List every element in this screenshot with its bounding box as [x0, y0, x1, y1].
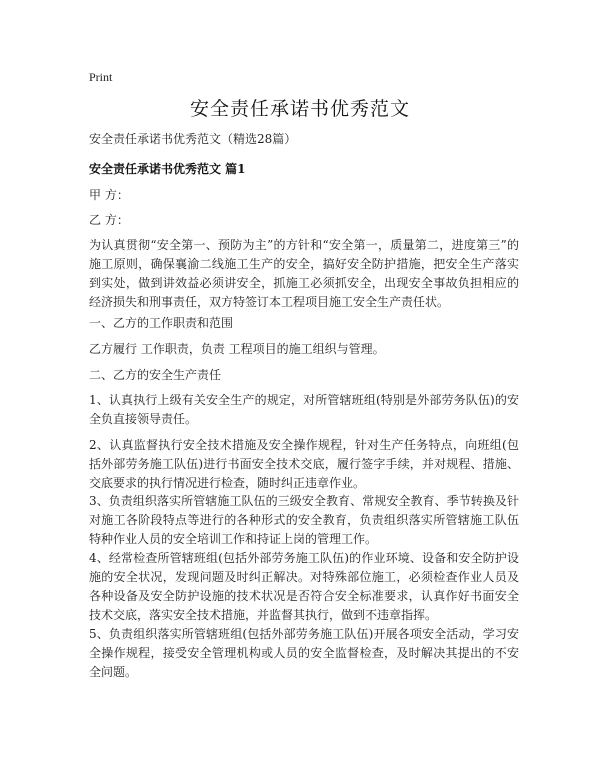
- list-item: 4、经常检查所管辖班组(包括外部劳务施工队伍)的作业环境、设备和安全防护设施的安全状况，发现问题及时纠正解决。对特殊部位施工，必须检查作业人员及各种设备及安全防护设施的技术状况是否符合安全标准要求，认真作好书面安全技术交底，落实安全技术措施，并监督其执行，做到不违章指挥。: [89, 551, 519, 622]
- list-item: 2、认真监督执行安全技术措施及安全操作规程，针对生产任务特点，向班组(包括外部劳务施工队伍)进行书面安全技术交底，履行签字手续，并对规程、措施、交底要求的执行情况进行检查，随时纠正违章作业。: [89, 438, 519, 490]
- document-subtitle: 安全责任承诺书优秀范文（精选28篇）: [89, 132, 297, 146]
- heading-safety-responsibility: 二、乙方的安全生产责任: [89, 368, 222, 382]
- intro-paragraph: 为认真贯彻“安全第一、预防为主”的方针和“安全第一，质量第二，进度第三”的施工原则，确保襄渝二线施工生产的安全，搞好安全防护措施，把安全生产落实到实处，做到讲效益必须讲安全，抓施工必须抓安全，出现安全事故负担相应的经济损失和刑事责任，双方特签订本工程项目施工安全生产责任状。: [89, 238, 519, 309]
- document-title: 安全责任承诺书优秀范文: [189, 98, 410, 120]
- party-b-line: 乙 方：: [89, 213, 129, 227]
- heading-duties: 一、乙方的工作职责和范围: [89, 316, 234, 330]
- duty-paragraph: 乙方履行 工作职责，负责 工程项目的施工组织与管理。: [89, 342, 385, 356]
- party-a-line: 甲 方：: [89, 188, 129, 202]
- list-item: 1、认真执行上级有关安全生产的规定，对所管辖班组(特别是外部劳务队伍)的安全负直接领导责任。: [89, 393, 519, 426]
- section-heading: 安全责任承诺书优秀范文 篇1: [89, 162, 246, 176]
- list-item: 3、负责组织落实所管辖施工队伍的三级安全教育、常规安全教育、季节转换及针对施工各阶段特点等进行的各种形式的安全教育，负责组织落实所管辖施工队伍特种作业人员的安全培训工作和持证上岗的管理工作。: [89, 494, 519, 546]
- print-label: Print: [89, 70, 113, 84]
- list-item: 5、负责组织落实所管辖班组(包括外部劳务施工队伍)开展各项安全活动，学习安全操作规程，接受安全管理机构或人员的安全监督检查，及时解决其提出的不安全问题。: [89, 627, 519, 679]
